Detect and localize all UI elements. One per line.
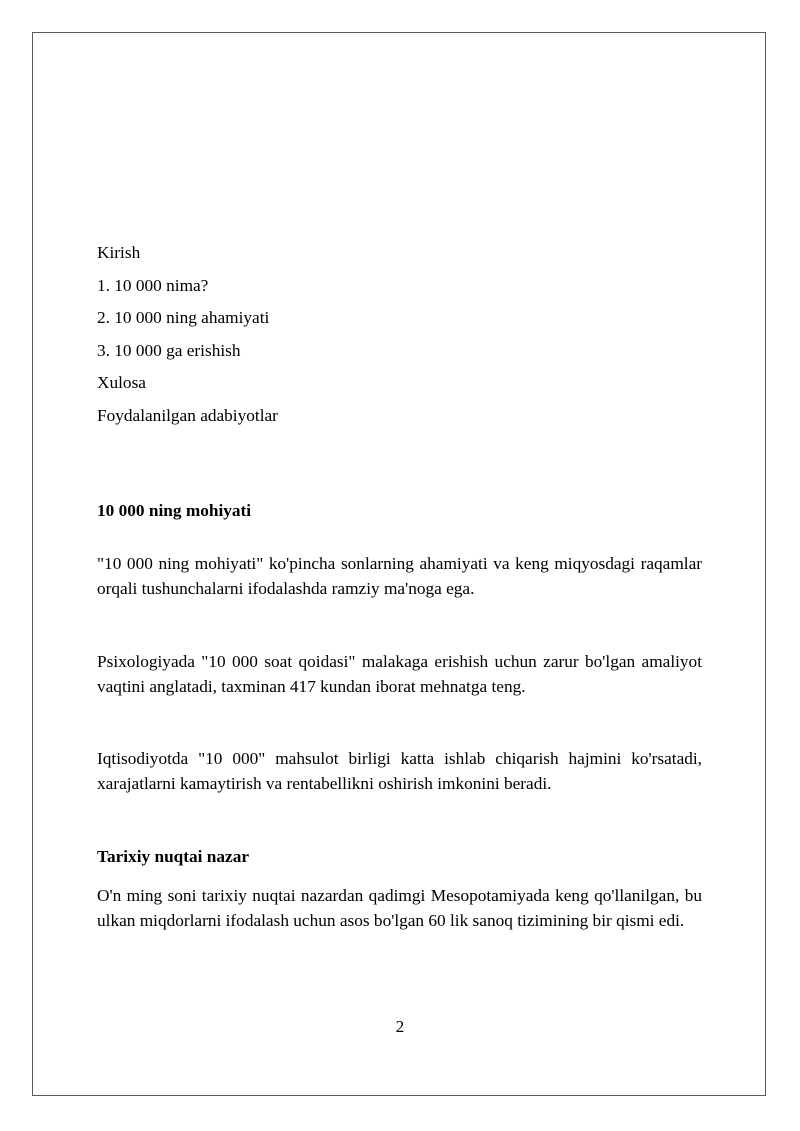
table-of-contents: [97, 240, 702, 435]
toc-item-kirish: Kirish: [97, 243, 141, 262]
page-number: 2: [395, 1017, 405, 1036]
paragraph: O'n ming soni tarixiy nuqtai nazardan qadimgi Mesopotamiyada keng qo'llanilgan, bu ulkan miqdorlarni ifodalash uchun asos bo'lgan 60 lik sanoq tizimining bir qismi edi.: [97, 886, 702, 930]
paragraph: "10 000 ning mohiyati" ko'pincha sonlarning ahamiyati va keng miqyosdagi raqamlar orqali tushunchalarni ifodalashda ramziy ma'noga ega.: [97, 554, 702, 598]
section-heading: 10 000 ning mohiyati: [97, 501, 252, 520]
paragraph: Iqtisodiyotda "10 000" mahsulot birligi katta ishlab chiqarish hajmini ko'rsatadi, xarajatlarni kamaytirish va rentabellikni oshirish imkonini beradi.: [97, 749, 702, 793]
paragraph: Psixologiyada "10 000 soat qoidasi" malakaga erishish uchun zarur bo'lgan amaliyot vaqtini anglatadi, taxminan 417 kundan iborat mehnatga teng.: [97, 652, 702, 696]
toc-item-xulosa: Xulosa: [97, 373, 146, 392]
toc-item-adabiyotlar: Foydalanilgan adabiyotlar: [97, 405, 278, 425]
toc-item-2: 2. 10 000 ning ahamiyati: [97, 308, 270, 327]
section-heading: Tarixiy nuqtai nazar: [97, 847, 250, 866]
toc-item-1: 1. 10 000 nima?: [97, 275, 209, 295]
toc-item-3: 3. 10 000 ga erishish: [97, 340, 241, 360]
